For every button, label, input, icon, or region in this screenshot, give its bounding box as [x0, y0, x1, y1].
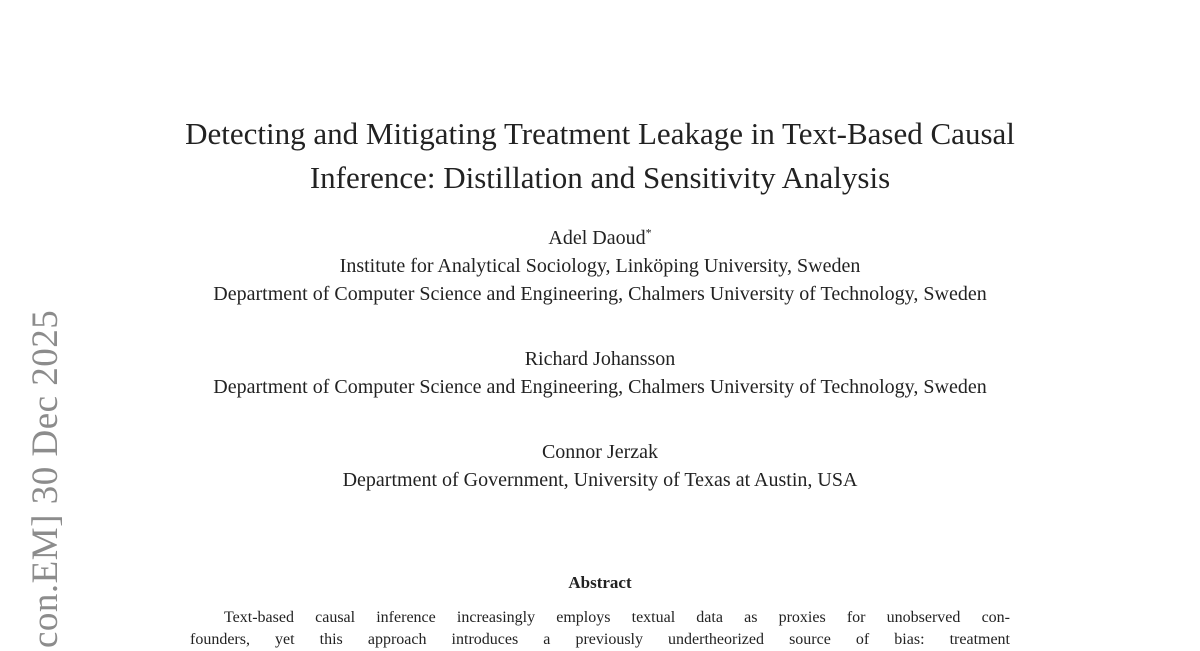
author-name: Adel Daoud [548, 227, 646, 249]
author-affiliation: Department of Government, University of Texas at Austin, USA [342, 469, 858, 491]
paper-title [100, 112, 1100, 200]
abstract-line: founders, yet this approach introduces a previously undertheorized source of bias: treatment [190, 631, 1010, 648]
title-line-1: Detecting and Mitigating Treatment Leakage in Text-Based Causal [185, 116, 1015, 151]
abstract-heading: Abstract [568, 573, 632, 592]
abstract-line: Text-based causal inference increasingly employs textual data as proxies for unobserved con- [224, 609, 1010, 626]
author-affiliation: Department of Computer Science and Engineering, Chalmers University of Technology, Sweden [213, 283, 987, 305]
author-name-line [100, 224, 1100, 252]
author-block-johansson [100, 345, 1100, 401]
abstract-body [190, 607, 1010, 651]
author-name: Richard Johansson [524, 348, 676, 370]
author-block-jerzak [100, 438, 1100, 494]
title-line-2: Inference: Distillation and Sensitivity Analysis [309, 160, 891, 195]
author-block-daoud [100, 224, 1100, 308]
author-affiliation: Institute for Analytical Sociology, Linköping University, Sweden [339, 255, 861, 277]
author-name: Connor Jerzak [541, 441, 659, 463]
arxiv-identifier-stamp: con.EM] 30 Dec 2025 [25, 309, 66, 648]
author-affiliation: Department of Computer Science and Engineering, Chalmers University of Technology, Sweden [213, 376, 987, 398]
author-footnote-marker: * [645, 225, 652, 240]
